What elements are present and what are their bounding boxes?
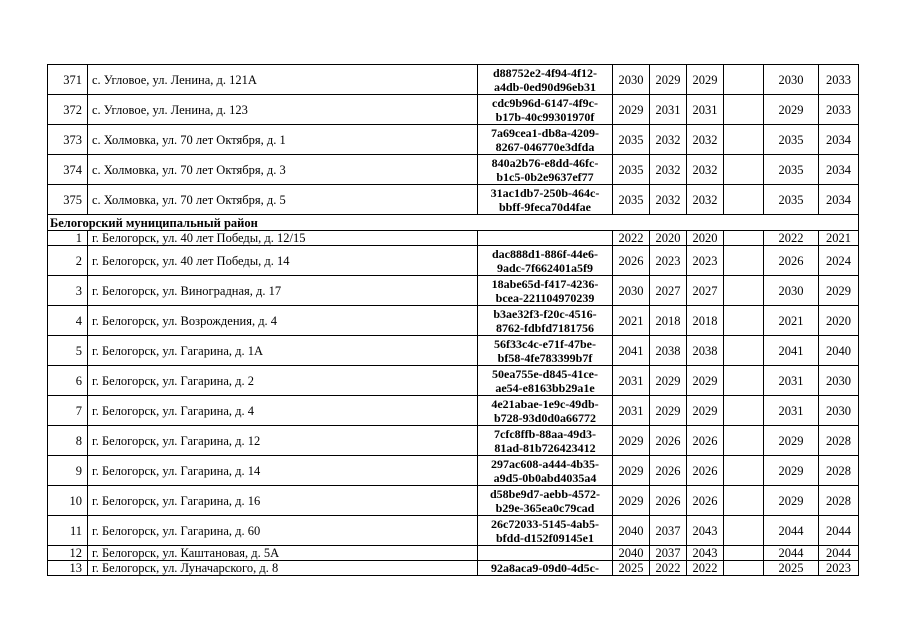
year-cell-4 — [724, 155, 764, 185]
section-title: Белогорский муниципальный район — [48, 215, 859, 231]
year-cell-4 — [724, 426, 764, 456]
row-number: 373 — [48, 125, 88, 155]
year-cell-3: 2026 — [687, 486, 724, 516]
guid-cell — [478, 125, 613, 155]
year-cell-1: 2029 — [613, 95, 650, 125]
row-number: 3 — [48, 276, 88, 306]
guid-cell — [478, 231, 613, 246]
row-number: 8 — [48, 426, 88, 456]
document-page — [47, 64, 858, 576]
table-row — [48, 306, 859, 336]
guid-line: 7a69cea1-db8a-4209- — [491, 125, 599, 140]
year-cell-5: 2030 — [764, 276, 819, 306]
guid-line: 8762-fdbfd7181756 — [495, 320, 594, 335]
year-cell-3: 2043 — [687, 546, 724, 561]
table-row — [48, 336, 859, 366]
year-cell-2: 2037 — [650, 546, 687, 561]
row-number: 13 — [48, 561, 88, 576]
year-cell-3: 2032 — [687, 125, 724, 155]
guid-line: 50ea755e-d845-41ce- — [492, 366, 598, 381]
table-row — [48, 95, 859, 125]
year-cell-5: 2029 — [764, 95, 819, 125]
year-cell-3: 2023 — [687, 246, 724, 276]
year-cell-2: 2018 — [650, 306, 687, 336]
year-cell-5: 2026 — [764, 246, 819, 276]
year-cell-6: 2029 — [819, 276, 859, 306]
guid-line: 7cfc8ffb-88aa-49d3- — [494, 426, 596, 441]
year-cell-5: 2035 — [764, 125, 819, 155]
year-cell-1: 2035 — [613, 125, 650, 155]
guid-cell — [478, 306, 613, 336]
year-cell-6: 2028 — [819, 426, 859, 456]
year-cell-5: 2022 — [764, 231, 819, 246]
guid-line: 81ad-81b726423412 — [494, 440, 596, 455]
guid-cell — [478, 246, 613, 276]
address-cell: г. Белогорск, ул. Гагарина, д. 60 — [88, 516, 478, 546]
guid-line: bf58-4fe783399b7f — [497, 350, 593, 365]
guid-cell — [478, 561, 613, 576]
table-row — [48, 546, 859, 561]
year-cell-5: 2041 — [764, 336, 819, 366]
year-cell-2: 2029 — [650, 366, 687, 396]
table-row — [48, 276, 859, 306]
table-row — [48, 486, 859, 516]
table-row — [48, 155, 859, 185]
guid-line: 4e21abae-1e9c-49db- — [491, 396, 599, 411]
year-cell-3: 2032 — [687, 185, 724, 215]
guid-line: b29e-365ea0c79cad — [495, 500, 595, 515]
table-row — [48, 396, 859, 426]
year-cell-2: 2026 — [650, 426, 687, 456]
year-cell-5: 2029 — [764, 426, 819, 456]
row-number: 9 — [48, 456, 88, 486]
year-cell-4 — [724, 231, 764, 246]
row-number: 11 — [48, 516, 88, 546]
year-cell-2: 2027 — [650, 276, 687, 306]
row-number: 375 — [48, 185, 88, 215]
table-row — [48, 426, 859, 456]
year-cell-5: 2021 — [764, 306, 819, 336]
year-cell-3: 2031 — [687, 95, 724, 125]
address-cell: г. Белогорск, ул. 40 лет Победы, д. 14 — [88, 246, 478, 276]
year-cell-1: 2031 — [613, 366, 650, 396]
year-cell-2: 2031 — [650, 95, 687, 125]
guid-line: d58be9d7-aebb-4572- — [489, 486, 600, 501]
year-cell-1: 2029 — [613, 486, 650, 516]
guid-line: b17b-40c99301970f — [495, 109, 595, 124]
year-cell-5: 2031 — [764, 366, 819, 396]
year-cell-6: 2034 — [819, 185, 859, 215]
guid-line: 31ac1db7-250b-464c- — [490, 185, 600, 200]
year-cell-2: 2029 — [650, 65, 687, 95]
year-cell-5: 2044 — [764, 516, 819, 546]
guid-line: a4db-0ed90d96eb31 — [493, 79, 597, 94]
year-cell-6: 2040 — [819, 336, 859, 366]
year-cell-4 — [724, 546, 764, 561]
row-number: 12 — [48, 546, 88, 561]
table-row — [48, 231, 859, 246]
table-row — [48, 125, 859, 155]
year-cell-6: 2030 — [819, 396, 859, 426]
guid-line: b1c5-0b2e9637ef77 — [496, 169, 594, 184]
guid-line: bfdd-d152f09145e1 — [495, 530, 594, 545]
year-cell-1: 2040 — [613, 516, 650, 546]
year-cell-5: 2030 — [764, 65, 819, 95]
year-cell-4 — [724, 246, 764, 276]
year-cell-3: 2029 — [687, 366, 724, 396]
year-cell-5: 2044 — [764, 546, 819, 561]
year-cell-3: 2029 — [687, 396, 724, 426]
guid-cell — [478, 546, 613, 561]
guid-line: bcea-221104970239 — [495, 290, 595, 305]
guid-line: 840a2b76-e8dd-46fc- — [491, 155, 599, 170]
year-cell-5: 2029 — [764, 486, 819, 516]
year-cell-1: 2029 — [613, 456, 650, 486]
address-cell: с. Угловое, ул. Ленина, д. 121А — [88, 65, 478, 95]
guid-cell — [478, 516, 613, 546]
year-cell-3: 2026 — [687, 426, 724, 456]
year-cell-4 — [724, 125, 764, 155]
row-number: 5 — [48, 336, 88, 366]
year-cell-6: 2024 — [819, 246, 859, 276]
year-cell-6: 2044 — [819, 516, 859, 546]
year-cell-2: 2032 — [650, 125, 687, 155]
guid-line: 9adc-7f662401a5f9 — [497, 260, 593, 275]
year-cell-3: 2022 — [687, 561, 724, 576]
year-cell-6: 2044 — [819, 546, 859, 561]
guid-line: b3ae32f3-f20c-4516- — [493, 306, 597, 321]
year-cell-1: 2031 — [613, 396, 650, 426]
year-cell-1: 2025 — [613, 561, 650, 576]
guid-line: dac888d1-886f-44e6- — [492, 246, 598, 261]
year-cell-3: 2027 — [687, 276, 724, 306]
guid-line: cdc9b96d-6147-4f9c- — [492, 95, 598, 110]
year-cell-6: 2028 — [819, 456, 859, 486]
year-cell-1: 2030 — [613, 276, 650, 306]
address-cell: г. Белогорск, ул. Гагарина, д. 12 — [88, 426, 478, 456]
table-row — [48, 185, 859, 215]
guid-cell — [478, 456, 613, 486]
guid-line: 26c72033-5145-4ab5- — [491, 516, 599, 531]
year-cell-2: 2032 — [650, 185, 687, 215]
row-number: 10 — [48, 486, 88, 516]
guid-line: a9d5-0b0abd4035a4 — [493, 470, 597, 485]
year-cell-2: 2032 — [650, 155, 687, 185]
address-cell: г. Белогорск, ул. Каштановая, д. 5А — [88, 546, 478, 561]
table-body — [48, 65, 859, 576]
table-row — [48, 65, 859, 95]
year-cell-1: 2040 — [613, 546, 650, 561]
year-cell-6: 2033 — [819, 65, 859, 95]
guid-line: 18abe65d-f417-4236- — [491, 276, 599, 291]
year-cell-4 — [724, 65, 764, 95]
year-cell-6: 2021 — [819, 231, 859, 246]
year-cell-2: 2037 — [650, 516, 687, 546]
guid-line: ae54-e8163bb29a1e — [495, 380, 595, 395]
year-cell-4 — [724, 95, 764, 125]
year-cell-5: 2035 — [764, 185, 819, 215]
guid-line: bbff-9feca70d4fae — [499, 199, 591, 214]
year-cell-3: 2018 — [687, 306, 724, 336]
guid-line: 297ac608-a444-4b35- — [491, 456, 599, 471]
year-cell-3: 2032 — [687, 155, 724, 185]
year-cell-6: 2023 — [819, 561, 859, 576]
guid-cell — [478, 95, 613, 125]
year-cell-1: 2041 — [613, 336, 650, 366]
year-cell-4 — [724, 185, 764, 215]
guid-cell — [478, 486, 613, 516]
year-cell-4 — [724, 306, 764, 336]
year-cell-5: 2031 — [764, 396, 819, 426]
guid-cell — [478, 336, 613, 366]
year-cell-5: 2035 — [764, 155, 819, 185]
row-number: 6 — [48, 366, 88, 396]
address-cell: г. Белогорск, ул. Гагарина, д. 16 — [88, 486, 478, 516]
guid-cell — [478, 366, 613, 396]
row-number: 7 — [48, 396, 88, 426]
year-cell-4 — [724, 366, 764, 396]
year-cell-1: 2026 — [613, 246, 650, 276]
year-cell-2: 2026 — [650, 486, 687, 516]
guid-line: d88752e2-4f94-4f12- — [493, 65, 597, 80]
year-cell-4 — [724, 276, 764, 306]
address-cell: г. Белогорск, ул. 40 лет Победы, д. 12/15 — [88, 231, 478, 246]
table-row — [48, 561, 859, 576]
year-cell-4 — [724, 456, 764, 486]
address-cell: г. Белогорск, ул. Гагарина, д. 1А — [88, 336, 478, 366]
address-cell: г. Белогорск, ул. Гагарина, д. 14 — [88, 456, 478, 486]
year-cell-3: 2026 — [687, 456, 724, 486]
guid-cell — [478, 185, 613, 215]
year-cell-1: 2029 — [613, 426, 650, 456]
year-cell-2: 2020 — [650, 231, 687, 246]
year-cell-1: 2021 — [613, 306, 650, 336]
year-cell-5: 2025 — [764, 561, 819, 576]
year-cell-1: 2035 — [613, 155, 650, 185]
year-cell-3: 2020 — [687, 231, 724, 246]
row-number: 374 — [48, 155, 88, 185]
year-cell-2: 2023 — [650, 246, 687, 276]
address-cell: с. Угловое, ул. Ленина, д. 123 — [88, 95, 478, 125]
address-cell: с. Холмовка, ул. 70 лет Октября, д. 3 — [88, 155, 478, 185]
row-number: 2 — [48, 246, 88, 276]
year-cell-1: 2022 — [613, 231, 650, 246]
year-cell-2: 2038 — [650, 336, 687, 366]
address-cell: с. Холмовка, ул. 70 лет Октября, д. 5 — [88, 185, 478, 215]
row-number: 372 — [48, 95, 88, 125]
table-row — [48, 246, 859, 276]
year-cell-2: 2022 — [650, 561, 687, 576]
year-cell-5: 2029 — [764, 456, 819, 486]
guid-line: 56f33c4c-e71f-47be- — [494, 336, 596, 351]
year-cell-2: 2029 — [650, 396, 687, 426]
address-cell: г. Белогорск, ул. Луначарского, д. 8 — [88, 561, 478, 576]
year-cell-6: 2034 — [819, 125, 859, 155]
address-cell: г. Белогорск, ул. Гагарина, д. 4 — [88, 396, 478, 426]
address-cell: г. Белогорск, ул. Гагарина, д. 2 — [88, 366, 478, 396]
year-cell-1: 2030 — [613, 65, 650, 95]
year-cell-3: 2043 — [687, 516, 724, 546]
row-number: 4 — [48, 306, 88, 336]
row-number: 371 — [48, 65, 88, 95]
section-header-row — [48, 215, 859, 231]
guid-line: 8267-046770e3dfda — [495, 139, 595, 154]
guid-cell — [478, 426, 613, 456]
row-number: 1 — [48, 231, 88, 246]
year-cell-6: 2020 — [819, 306, 859, 336]
guid-line: b728-93d0d0a66772 — [493, 410, 597, 425]
guid-cell — [478, 65, 613, 95]
guid-cell — [478, 155, 613, 185]
year-cell-1: 2035 — [613, 185, 650, 215]
year-cell-6: 2030 — [819, 366, 859, 396]
guid-line: 92a8aca9-09d0-4d5c- — [491, 561, 599, 575]
guid-cell — [478, 276, 613, 306]
year-cell-4 — [724, 486, 764, 516]
year-cell-6: 2034 — [819, 155, 859, 185]
year-cell-2: 2026 — [650, 456, 687, 486]
table-row — [48, 456, 859, 486]
year-cell-6: 2033 — [819, 95, 859, 125]
year-cell-4 — [724, 336, 764, 366]
table-row — [48, 516, 859, 546]
guid-cell — [478, 396, 613, 426]
year-cell-3: 2038 — [687, 336, 724, 366]
year-cell-4 — [724, 516, 764, 546]
year-cell-4 — [724, 561, 764, 576]
year-cell-3: 2029 — [687, 65, 724, 95]
year-cell-4 — [724, 396, 764, 426]
address-cell: г. Белогорск, ул. Виноградная, д. 17 — [88, 276, 478, 306]
address-cell: с. Холмовка, ул. 70 лет Октября, д. 1 — [88, 125, 478, 155]
address-cell: г. Белогорск, ул. Возрождения, д. 4 — [88, 306, 478, 336]
year-cell-6: 2028 — [819, 486, 859, 516]
table-row — [48, 366, 859, 396]
housing-schedule-table — [47, 64, 859, 576]
